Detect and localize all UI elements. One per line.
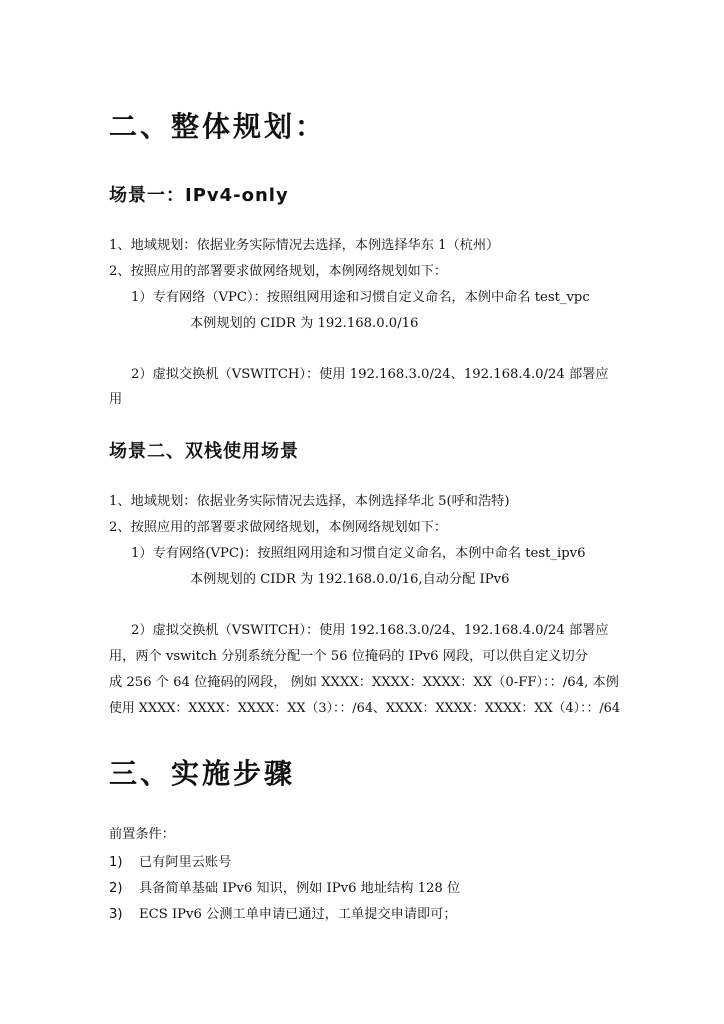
scene-1-heading: 场景一：IPv4-only — [109, 185, 289, 206]
scene-1-line-vswitch-cont: 用 — [109, 392, 123, 407]
scene-2-line-region: 1、地域规划：依据业务实际情况去选择，本例选择华北 5(呼和浩特) — [109, 494, 510, 509]
section-3-heading: 三、实施步骤 — [109, 757, 296, 790]
scene-2-line-vpc: 1）专有网络(VPC)：按照组网用途和习惯自定义命名，本例中命名 test_ipv6 — [131, 546, 586, 561]
prereq-item — [109, 877, 460, 896]
scene-1-line-region: 1、地域规划：依据业务实际情况去选择，本例选择华东 1（杭州） — [109, 238, 500, 253]
scene-1-line-vpc: 1）专有网络（VPC）：按照组网用途和习惯自定义命名，本例中命名 test_vpc — [131, 290, 590, 305]
prereq-item-number: 1) — [109, 855, 123, 870]
scene-2-line-network-plan: 2、按照应用的部署要求做网络规划，本例网络规划如下： — [109, 520, 448, 535]
section-2-heading: 二、整体规划： — [109, 110, 327, 143]
scene-1-line-network-plan: 2、按照应用的部署要求做网络规划，本例网络规划如下： — [109, 264, 448, 279]
scene-1-line-vswitch: 2）虚拟交换机（VSWITCH）：使用 192.168.3.0/24、192.168.4.0/24 部署应 — [131, 367, 609, 382]
prereq-item-text: 已有阿里云账号 — [139, 855, 232, 870]
prereq-item-text: ECS IPv6 公测工单申请已通过，工单提交申请即可； — [139, 907, 457, 922]
scene-2-line-example: 成 256 个 64 位掩码的网段， 例如 XXXX：XXXX：XXXX：XX（0-FF）：：/64, 本例 — [109, 675, 619, 690]
scene-2-line-cidr: 本例规划的 CIDR 为 192.168.0.0/16,自动分配 IPv6 — [190, 572, 510, 587]
scene-2-heading: 场景二、双栈使用场景 — [109, 441, 299, 462]
scene-2-line-usage: 使用 XXXX：XXXX：XXXX：XX（3）：：/64、XXXX：XXXX：XXXX：XX（4）：：/64 — [109, 701, 621, 716]
prereq-label: 前置条件： — [109, 827, 175, 842]
prereq-item-text: 具备简单基础 IPv6 知识，例如 IPv6 地址结构 128 位 — [139, 881, 461, 896]
prereq-item-number: 2) — [109, 881, 123, 896]
prereq-item — [109, 903, 457, 922]
prereq-item — [109, 851, 231, 870]
prereq-item-number: 3) — [109, 907, 123, 922]
scene-1-line-cidr: 本例规划的 CIDR 为 192.168.0.0/16 — [190, 316, 419, 331]
scene-2-line-ipv6-segment: 用，两个 vswitch 分别系统分配一个 56 位掩码的 IPv6 网段，可以供自定义切分 — [109, 649, 588, 664]
scene-2-line-vswitch: 2）虚拟交换机（VSWITCH）：使用 192.168.3.0/24、192.168.4.0/24 部署应 — [131, 623, 609, 638]
